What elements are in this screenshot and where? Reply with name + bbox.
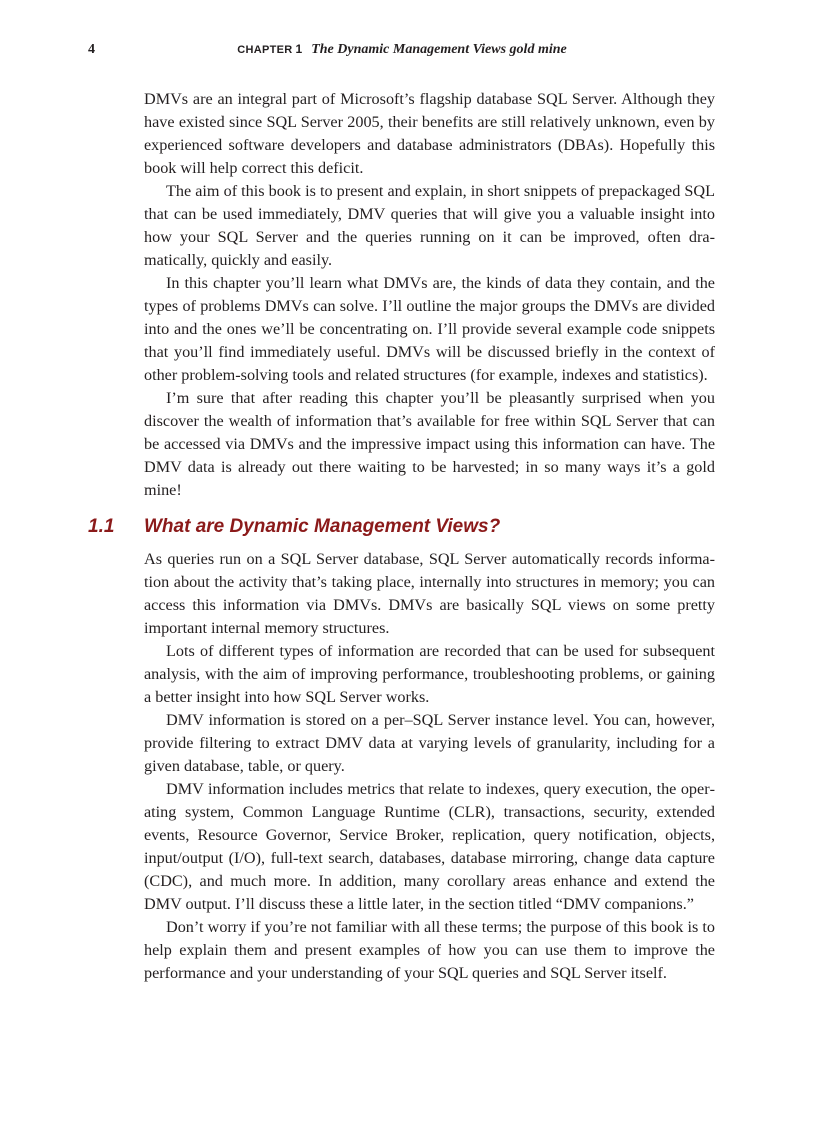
- intro-paragraph: DMVs are an integral part of Microsoft’s flagship database SQL Server. Although they have existed since SQL Server 2005, their benefits are still relatively unknown, even by experienced software developers and database administrators (DBAs). Hopefully this book will help correct this deficit.: [144, 90, 715, 177]
- section-number: 1.1: [88, 516, 115, 537]
- chapter-number: 1: [295, 42, 303, 56]
- intro-paragraph: In this chapter you’ll learn what DMVs are, the kinds of data they contain, and the types of problems DMVs can solve. I’ll outline the major groups the DMVs are divided into and the ones we’ll be concentrating on. I’ll provide several example code snippets that you’ll find immediately useful. DMVs will be discussed briefly in the context of other problem-solving tools and related structures (for example, indexes and statistics).: [144, 274, 715, 384]
- section-paragraph: Lots of different types of information are recorded that can be used for subsequent analysis, with the aim of improving performance, troubleshooting problems, or gaining a better insight into how SQL Server works.: [144, 642, 715, 706]
- intro-paragraph: The aim of this book is to present and explain, in short snippets of prepackaged SQL that can be used immediately, DMV queries that will give you a valuable insight into how your SQL Server and the queries running on it can be improved, often dramatically, quickly and easily.: [144, 182, 715, 269]
- chapter-label: CHAPTER: [237, 44, 293, 56]
- section-paragraph: Don’t worry if you’re not familiar with all these terms; the purpose of this book is to help explain them and present examples of how you can use them to improve the performance and your understanding of your SQL queries and SQL Server itself.: [144, 918, 715, 982]
- running-header: [88, 42, 716, 62]
- page-body: [88, 88, 715, 985]
- section-title: What are Dynamic Management Views?: [144, 516, 501, 537]
- running-head: [88, 42, 716, 58]
- page-number: 4: [88, 42, 95, 57]
- section-heading: [88, 516, 715, 542]
- chapter-title: The Dynamic Management Views gold mine: [311, 42, 567, 57]
- section-paragraph: DMV information includes metrics that relate to indexes, query execution, the operating system, Common Language Runtime (CLR), transactions, security, extended events, Resource Governor, Service Broker, replication, query notification, objects, input/output (I/O), full-text search, databases, database mirroring, change data capture (CDC), and much more. In addition, many corollary areas enhance and extend the DMV output. I’ll discuss these a little later, in the section titled “DMV companions.”: [144, 780, 715, 913]
- section-paragraph: DMV information is stored on a per–SQL Server instance level. You can, however, provide filtering to extract DMV data at varying levels of granularity, including for a given database, table, or query.: [144, 711, 715, 775]
- intro-paragraph: I’m sure that after reading this chapter you’ll be pleasantly surprised when you discover the wealth of information that’s available for free within SQL Server that can be accessed via DMVs and the impressive impact using this information can have. The DMV data is already out there waiting to be harvested; in so many ways it’s a gold mine!: [144, 389, 715, 499]
- section-paragraph: As queries run on a SQL Server database, SQL Server automatically records information about the activity that’s taking place, internally into structures in memory; you can access this information via DMVs. DMVs are basically SQL views on some pretty important internal memory structures.: [144, 550, 715, 637]
